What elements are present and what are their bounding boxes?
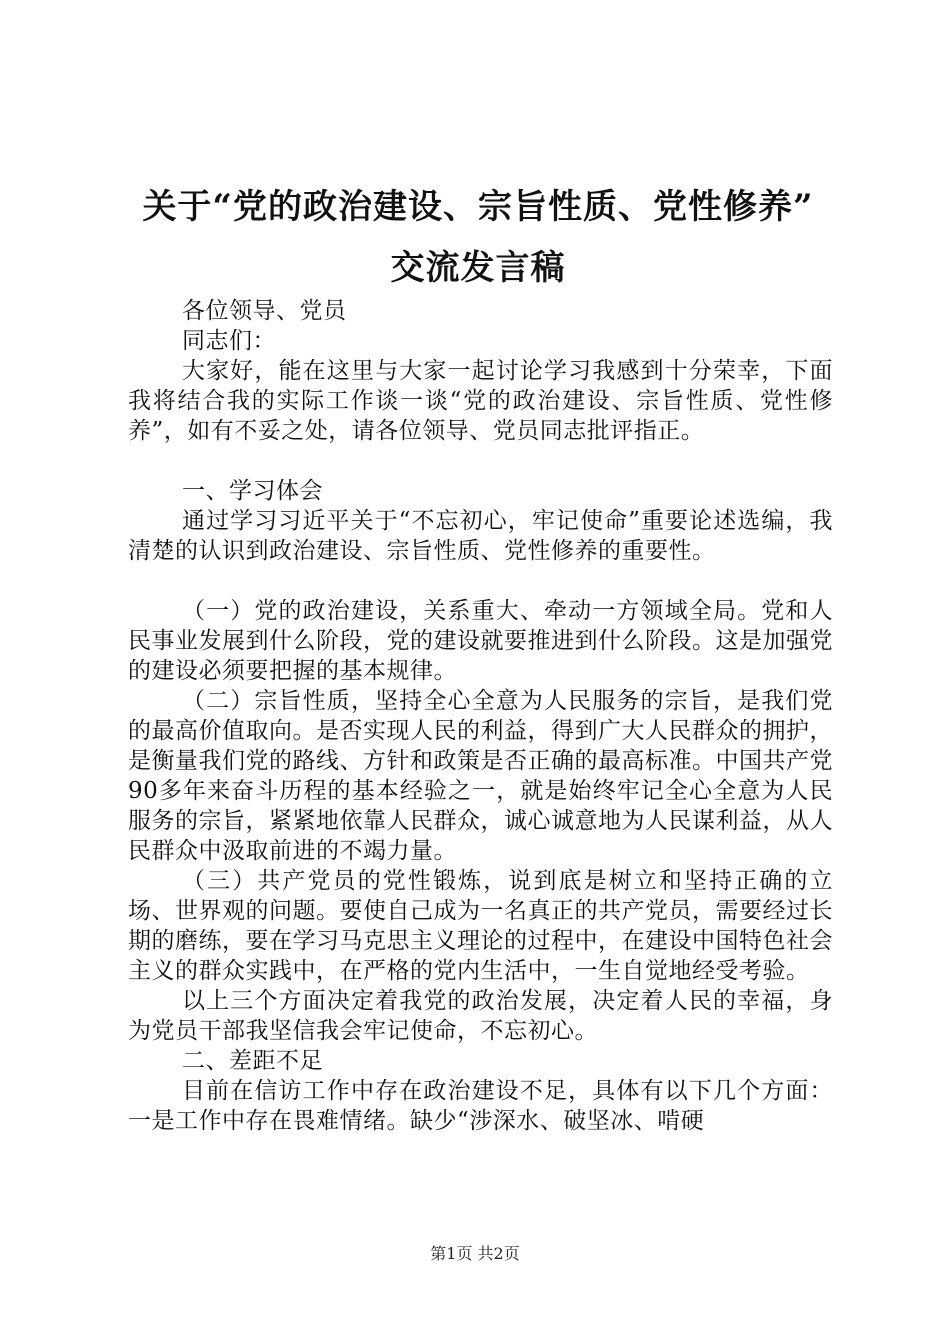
point-1-paragraph: （一）党的政治建设，关系重大、牵动一方领域全局。党和人民事业发展到什么阶段，党的建设就要推进到什么阶段。这是加强党的建设必须要把握的基本规律。: [128, 598, 833, 684]
opening-paragraph: 大家好，能在这里与大家一起讨论学习我感到十分荣幸，下面我将结合我的实际工作谈一谈“党的政治建设、宗旨性质、党性修养”，如有不妥之处，请各位领导、党员同志批评指正。: [128, 358, 833, 444]
document-body: [128, 296, 833, 1136]
salutation-line2: 同志们：: [182, 328, 276, 354]
summary-paragraph: 以上三个方面决定着我党的政治发展，决定着人民的幸福，身为党员干部我坚信我会牢记使命，不忘初心。: [128, 988, 833, 1044]
point-2-paragraph: （二）宗旨性质，坚持全心全意为人民服务的宗旨，是我们党的最高价值取向。是否实现人民的利益，得到广大人民群众的拥护，是衡量我们党的路线、方针和政策是否正确的最高标准。中国共产党90多年来奋斗历程的基本经验之一，就是始终牢记全心全意为人民服务的宗旨，紧紧地依靠人民群众，诚心诚意地为人民谋利益，从人民群众中汲取前进的不竭力量。: [128, 688, 833, 864]
section-heading-1: 一、学习体会: [182, 478, 323, 504]
page-number-footer: 第1页 共2页: [430, 1244, 520, 1263]
point-3-paragraph: （三）共产党员的党性锻炼，说到底是树立和坚持正确的立场、世界观的问题。要使自己成为一名真正的共产党员，需要经过长期的磨练，要在学习马克思主义理论的过程中，在建设中国特色社会主义的群众实践中，在严格的党内生活中，一生自觉地经受考验。: [128, 868, 833, 984]
section-heading-2: 二、差距不足: [182, 1048, 323, 1074]
shortcomings-paragraph: 目前在信访工作中存在政治建设不足，具体有以下几个方面：一是工作中存在畏难情绪。缺少“涉深水、破坚冰、啃硬: [128, 1078, 833, 1134]
document-title-line1: 关于“党的政治建设、宗旨性质、党性修养”: [142, 187, 814, 227]
study-paragraph: 通过学习习近平关于“不忘初心，牢记使命”重要论述选编，我清楚的认识到政治建设、宗旨性质、党性修养的重要性。: [128, 508, 833, 564]
document-title-line2: 交流发言稿: [390, 248, 566, 288]
salutation-line1: 各位领导、党员: [182, 298, 347, 324]
